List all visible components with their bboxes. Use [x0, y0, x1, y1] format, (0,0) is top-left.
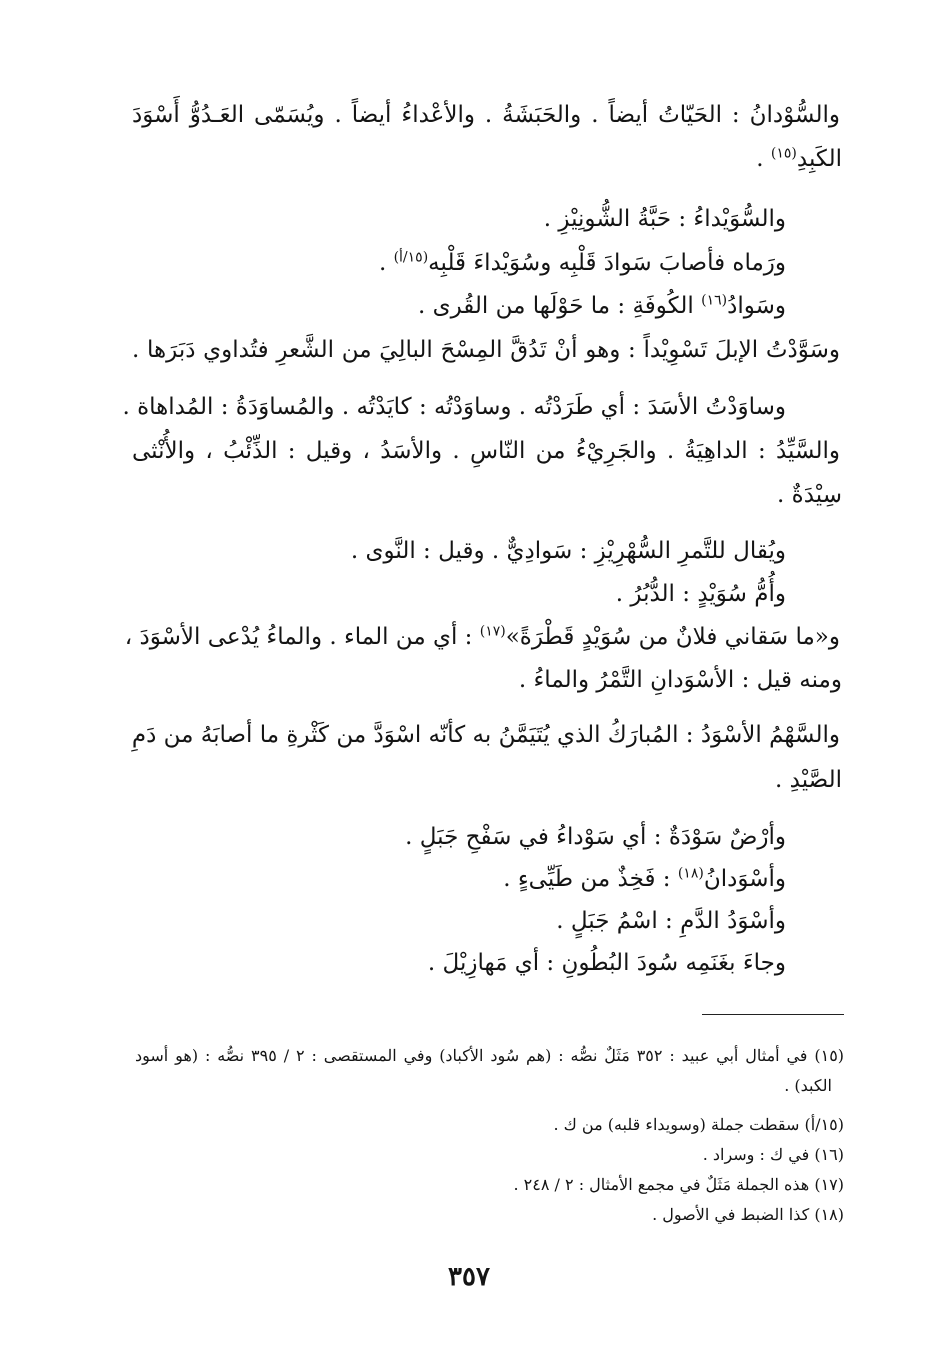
- footnote-ref-17: (١٧): [479, 623, 506, 640]
- text-line-16: وأرْضٌ سَوْدَةٌ : أي سَوْداءُ في سَفْحِ جَبَلٍ .: [405, 824, 786, 850]
- text-line-7: وساوَدْتُ الأسَدَ : أي طَرَدْتُه . وساوَدْتُه : كايَدْتُه . والمُساوَدَةُ : المُداهاة .: [122, 394, 786, 420]
- footnote-18: (١٨) كذا الضبط في الأصول .: [652, 1205, 844, 1224]
- text-line-4: ورَماه فأصابَ سَوادَ قَلْبِه وسُوَيْداءَ قَلْبِه$^{(١٥/أ)}$ .: [378, 249, 786, 276]
- footnote-ref-15a: (١٥/أ): [393, 249, 429, 266]
- text-line-10: ويُقال للتَّمرِ السُّهْرِيْزِ : سَوادِيٌّ . وقيل : النَّوى .: [350, 538, 786, 564]
- footnote-15a: (١٥/أ) سقطت جملة (وسويداء قلبه) من ك .: [553, 1115, 844, 1134]
- footnote-15-cont: الكبد) .: [784, 1076, 832, 1095]
- footnote-16: (١٦) في ك : وسراد .: [702, 1145, 844, 1164]
- footnote-17: (١٧) هذه الجملة مَثَلٌ في مجمع الأمثال : ٢ / ٢٤٨ .: [513, 1175, 844, 1194]
- text-line-17: وأسْوَدانُ$^{(١٨)}$ : فَخِذٌ من طَيِّىءٍ .: [503, 865, 786, 892]
- footnote-ref-15: (١٥): [770, 145, 797, 162]
- text-line-6: وسَوَّدْتُ الإبلَ تَسْوِيْداً : وهو أنْ تَدُقَّ المِسْحَ البالِيَ من الشَّعرِ فتُداوي دَبَرَها .: [132, 337, 840, 363]
- footnote-15: (١٥) في أمثال أبي عبيد : ٣٥٢ مَثَلٌ نصُّه : (هم سُود الأكباد) وفي المستقصى : ٢ / ٣٩٥ نصُّه : (هو أسود: [135, 1046, 845, 1065]
- text-line-5: وسَوادُ$^{(١٦)}$ الكُوفَةِ : ما حَوْلَها من القُرى .: [417, 292, 786, 319]
- footnote-separator: [702, 1014, 844, 1015]
- page-number: ٣٥٧: [448, 1262, 490, 1292]
- text-line-18: وأسْوَدُ الدَّمِ : اسْمُ جَبَلٍ .: [556, 908, 786, 934]
- text-line-14: والسَّهْمُ الأسْوَدُ : المُبارَكُ الذي يُتَيَمَّنُ به كأنّه اسْوَدَّ من كَثْرةِ ما أصابَهُ من دَمِ: [131, 722, 840, 748]
- text-line-8: والسَّيِّدُ : الداهِيَةُ . والجَرِيْءُ من النّاسِ . والأسَدُ ، وقيل : الذِّئْبُ ، والأُنْثى: [132, 438, 840, 464]
- text-line-3: والسُّوَيْداءُ : حَبَّةُ الشُّونِيْزِ .: [543, 206, 786, 232]
- text-line-11: وأُمُّ سُوَيْدٍ : الدُّبُرُ .: [615, 581, 786, 607]
- text-line-12: و«ما سَقاني فلانٌ من سُوَيْدٍ قَطْرَةً»$^{(١٧)}$ : أي من الماء . والماءُ يُدْعى الأسْوَدَ ،: [124, 623, 840, 650]
- text-line-15: الصَّيْدِ .: [775, 767, 842, 793]
- text-line-1: والسُّوْدانُ : الحَيّاتُ أيضاً . والحَبَشَةُ . والأعْداءُ أيضاً . ويُسَمّى العَـدُوُّ أَسْوَدَ: [132, 102, 840, 128]
- text-line-13: ومنه قيل : الأسْوَدانِ التَّمْرُ والماءُ .: [518, 667, 842, 693]
- footnote-ref-18: (١٨): [677, 865, 704, 882]
- text-line-19: وجاءَ بغَنَمِه سُودَ البُطُونِ : أي مَهازِيْلَ .: [427, 950, 786, 976]
- text-line-9: سِيْدَةٌ .: [777, 482, 842, 508]
- footnote-ref-16: (١٦): [701, 292, 728, 309]
- text-line-2: الكَبِدِ$^{(١٥)}$ .: [756, 145, 842, 172]
